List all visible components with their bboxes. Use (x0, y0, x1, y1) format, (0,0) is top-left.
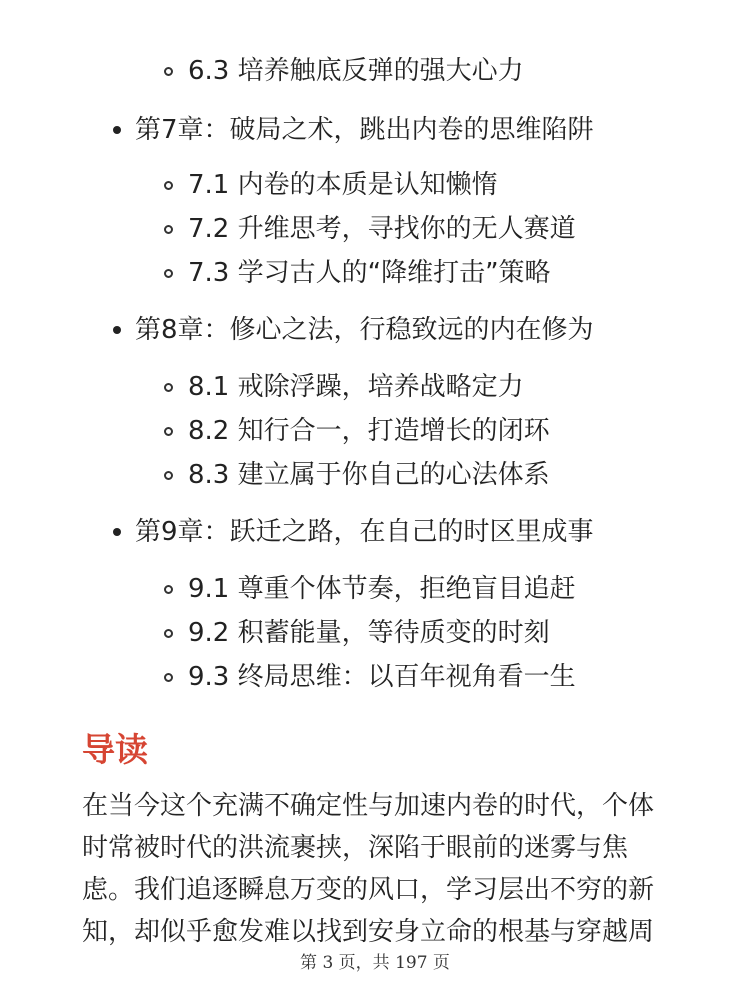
toc-section-8-1[interactable]: 8.1 戒除浮躁，培养战略定力 (188, 372, 524, 402)
toc-section-6-3[interactable]: 6.3 培养触底反弹的强大心力 (188, 56, 524, 86)
paragraph-line: 虑。我们追逐瞬息万变的风口，学习层出不穷的新 (82, 875, 655, 905)
toc-section-9-1[interactable]: 9.1 尊重个体节奏，拒绝盲目追赶 (188, 574, 576, 604)
chapter-bullet-icon (113, 126, 121, 134)
section-heading: 导读 (82, 730, 148, 769)
toc-section-7-3[interactable]: 7.3 学习古人的“降维打击”策略 (188, 258, 551, 288)
paragraph-line: 时常被时代的洪流裹挟，深陷于眼前的迷雾与焦 (82, 833, 629, 863)
sub-bullet-icon (164, 383, 173, 392)
intro-paragraph (82, 785, 672, 953)
sub-bullet-icon (164, 181, 173, 190)
sub-bullet-icon (164, 673, 173, 682)
toc-chapter-9[interactable]: 第9章：跃迁之路，在自己的时区里成事 (135, 517, 594, 547)
sub-bullet-icon (164, 269, 173, 278)
paragraph-line: 在当今这个充满不确定性与加速内卷的时代，个体 (82, 791, 655, 821)
sub-bullet-icon (164, 629, 173, 638)
toc-section-8-2[interactable]: 8.2 知行合一，打造增长的闭环 (188, 416, 550, 446)
chapter-bullet-icon (113, 528, 121, 536)
toc-section-7-2[interactable]: 7.2 升维思考，寻找你的无人赛道 (188, 214, 576, 244)
sub-bullet-icon (164, 427, 173, 436)
sub-bullet-icon (164, 225, 173, 234)
toc-section-8-3[interactable]: 8.3 建立属于你自己的心法体系 (188, 460, 550, 490)
toc-chapter-7[interactable]: 第7章：破局之术，跳出内卷的思维陷阱 (135, 115, 594, 145)
toc-section-7-1[interactable]: 7.1 内卷的本质是认知懒惰 (188, 170, 498, 200)
paragraph-line: 知，却似乎愈发难以找到安身立命的根基与穿越周 (82, 917, 655, 947)
toc-chapter-8[interactable]: 第8章：修心之法，行稳致远的内在修为 (135, 315, 594, 345)
chapter-bullet-icon (113, 326, 121, 334)
page-number-footer: 第 3 页，共 197 页 (300, 953, 450, 973)
sub-bullet-icon (164, 471, 173, 480)
sub-bullet-icon (164, 67, 173, 76)
sub-bullet-icon (164, 585, 173, 594)
toc-section-9-2[interactable]: 9.2 积蓄能量，等待质变的时刻 (188, 618, 550, 648)
toc-section-9-3[interactable]: 9.3 终局思维：以百年视角看一生 (188, 662, 576, 692)
